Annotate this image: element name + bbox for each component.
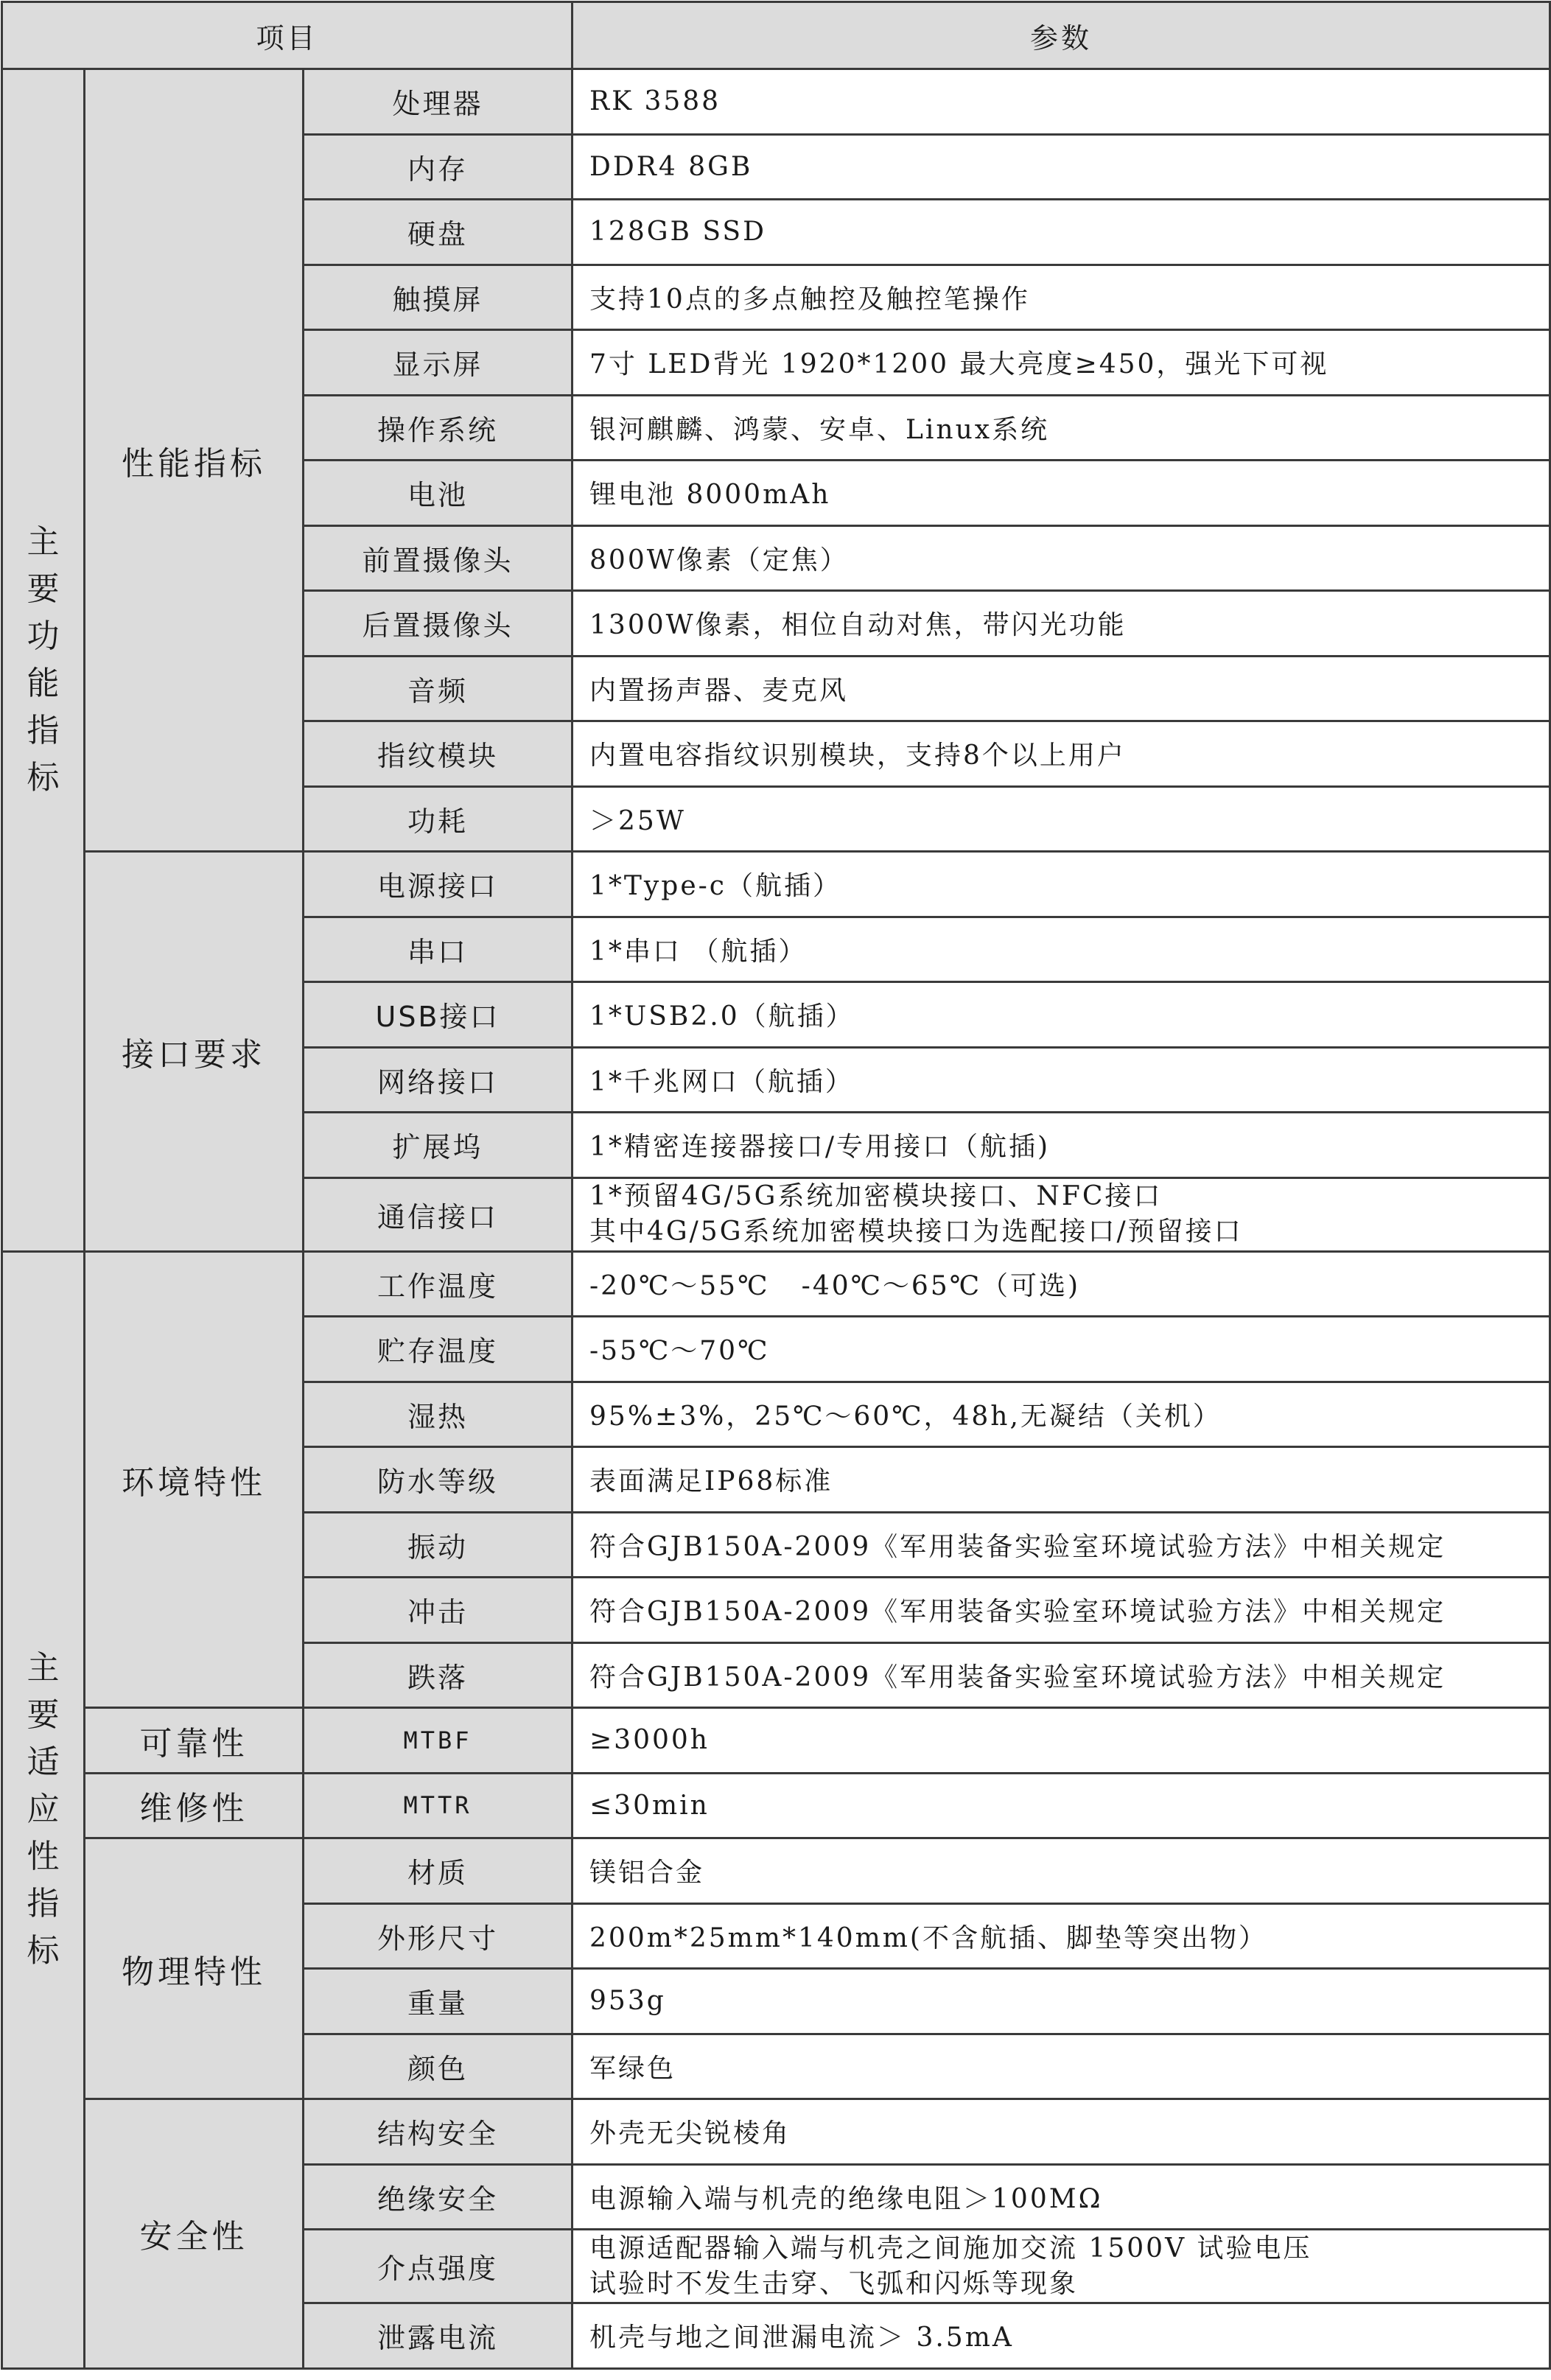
row-value: 1*串口 （航插） <box>573 917 1550 982</box>
row-name: 串口 <box>304 917 573 982</box>
row-value: 1*千兆网口（航插） <box>573 1047 1550 1113</box>
row-name: 电源接口 <box>304 852 573 917</box>
row-name: 颜色 <box>304 2034 573 2099</box>
header-item: 项目 <box>2 2 573 69</box>
row-name: 内存 <box>304 134 573 200</box>
row-name: 前置摄像头 <box>304 525 573 591</box>
row-name: 振动 <box>304 1512 573 1578</box>
row-value: 符合GJB150A-2009《军用装备实验室环境试验方法》中相关规定 <box>573 1512 1550 1578</box>
row-name: 介点强度 <box>304 2230 573 2303</box>
row-value: 机壳与地之间泄漏电流＞ 3.5mA <box>573 2303 1550 2369</box>
subgroup-performance: 性能指标 <box>85 69 304 852</box>
row-name: 指纹模块 <box>304 721 573 787</box>
row-name: 材质 <box>304 1838 573 1904</box>
row-name: 音频 <box>304 656 573 721</box>
row-value: ≤30min <box>573 1773 1550 1838</box>
row-cpu <box>2 69 1550 135</box>
row-name: 网络接口 <box>304 1047 573 1113</box>
row-work-temp <box>2 1251 1550 1317</box>
row-value: 表面满足IP68标准 <box>573 1447 1550 1513</box>
row-value: 1*Type-c（航插） <box>573 852 1550 917</box>
row-value: 军绿色 <box>573 2034 1550 2099</box>
subgroup-reliability: 可靠性 <box>85 1708 304 1774</box>
row-name: 贮存温度 <box>304 1317 573 1382</box>
row-value: 电源输入端与机壳的绝缘电阻＞100MΩ <box>573 2164 1550 2230</box>
row-name: 工作温度 <box>304 1251 573 1317</box>
row-value: RK 3588 <box>573 69 1550 135</box>
row-name: MTBF <box>304 1708 573 1774</box>
row-value-line: 1*预留4G/5G系统加密模块接口、NFC接口 <box>589 1181 1163 1211</box>
row-value: 953g <box>573 1969 1550 2034</box>
row-name: 功耗 <box>304 786 573 852</box>
row-value: 200m*25mm*140mm(不含航插、脚垫等突出物） <box>573 1903 1550 1969</box>
group-main-adaptability-label: 主要适应性指标 <box>27 1649 60 1970</box>
row-name: 触摸屏 <box>304 265 573 330</box>
row-name: 冲击 <box>304 1578 573 1643</box>
row-value: 锂电池 8000mAh <box>573 461 1550 526</box>
row-name: 通信接口 <box>304 1177 573 1251</box>
row-value: 1*精密连接器接口/专用接口（航插) <box>573 1113 1550 1178</box>
row-value-line: 电源适配器输入端与机壳之间施加交流 1500V 试验电压 <box>589 2233 1312 2264</box>
row-structural-safety <box>2 2099 1550 2165</box>
row-name: 湿热 <box>304 1382 573 1447</box>
row-name: 泄露电流 <box>304 2303 573 2369</box>
row-name: 扩展坞 <box>304 1113 573 1178</box>
row-value: 符合GJB150A-2009《军用装备实验室环境试验方法》中相关规定 <box>573 1642 1550 1708</box>
row-value: 支持10点的多点触控及触控笔操作 <box>573 265 1550 330</box>
row-value <box>573 2230 1550 2303</box>
row-value-line: 试验时不发生击穿、飞弧和闪烁等现象 <box>589 2268 1079 2299</box>
row-value: -55℃～70℃ <box>573 1317 1550 1382</box>
subgroup-physical: 物理特性 <box>85 1838 304 2099</box>
row-value: 镁铝合金 <box>573 1838 1550 1904</box>
subgroup-maintainability: 维修性 <box>85 1773 304 1838</box>
row-value: 7寸 LED背光 1920*1200 最大亮度≥450，强光下可视 <box>573 330 1550 396</box>
row-name: 电池 <box>304 461 573 526</box>
row-value: 内置扬声器、麦克风 <box>573 656 1550 721</box>
row-value: 95%±3%，25℃～60℃，48h,无凝结（关机） <box>573 1382 1550 1447</box>
row-name: 硬盘 <box>304 200 573 265</box>
row-value: 1*USB2.0（航插） <box>573 982 1550 1048</box>
row-name: 重量 <box>304 1969 573 2034</box>
row-material <box>2 1838 1550 1904</box>
group-main-adaptability <box>2 1251 85 2368</box>
row-name: 外形尺寸 <box>304 1903 573 1969</box>
group-main-function-label: 主要功能指标 <box>27 522 60 797</box>
row-value: 128GB SSD <box>573 200 1550 265</box>
row-value: ≥3000h <box>573 1708 1550 1774</box>
subgroup-interface: 接口要求 <box>85 852 304 1252</box>
spec-table <box>1 1 1551 2370</box>
row-value <box>573 1177 1550 1251</box>
row-name: 后置摄像头 <box>304 591 573 657</box>
row-name: MTTR <box>304 1773 573 1838</box>
row-mttr <box>2 1773 1550 1838</box>
row-value: 外壳无尖锐棱角 <box>573 2099 1550 2165</box>
row-value: 内置电容指纹识别模块，支持8个以上用户 <box>573 721 1550 787</box>
row-value: -20℃～55℃ -40℃～65℃（可选) <box>573 1251 1550 1317</box>
row-power-port <box>2 852 1550 917</box>
row-mtbf <box>2 1708 1550 1774</box>
row-name: 结构安全 <box>304 2099 573 2165</box>
row-value: ＞25W <box>573 786 1550 852</box>
row-name: 跌落 <box>304 1642 573 1708</box>
row-name: 处理器 <box>304 69 573 135</box>
group-main-function <box>2 69 85 1252</box>
subgroup-safety: 安全性 <box>85 2099 304 2369</box>
row-name: 显示屏 <box>304 330 573 396</box>
row-value: 符合GJB150A-2009《军用装备实验室环境试验方法》中相关规定 <box>573 1578 1550 1643</box>
row-name: 绝缘安全 <box>304 2164 573 2230</box>
row-name: USB接口 <box>304 982 573 1048</box>
row-value-line: 其中4G/5G系统加密模块接口为选配接口/预留接口 <box>589 1217 1243 1247</box>
row-value: 1300W像素，相位自动对焦，带闪光功能 <box>573 591 1550 657</box>
row-value: 银河麒麟、鸿蒙、安卓、Linux系统 <box>573 395 1550 461</box>
header-row <box>2 2 1550 69</box>
header-param: 参数 <box>573 2 1550 69</box>
row-value: 800W像素（定焦） <box>573 525 1550 591</box>
row-name: 操作系统 <box>304 395 573 461</box>
row-value: DDR4 8GB <box>573 134 1550 200</box>
row-name: 防水等级 <box>304 1447 573 1513</box>
subgroup-environment: 环境特性 <box>85 1251 304 1708</box>
